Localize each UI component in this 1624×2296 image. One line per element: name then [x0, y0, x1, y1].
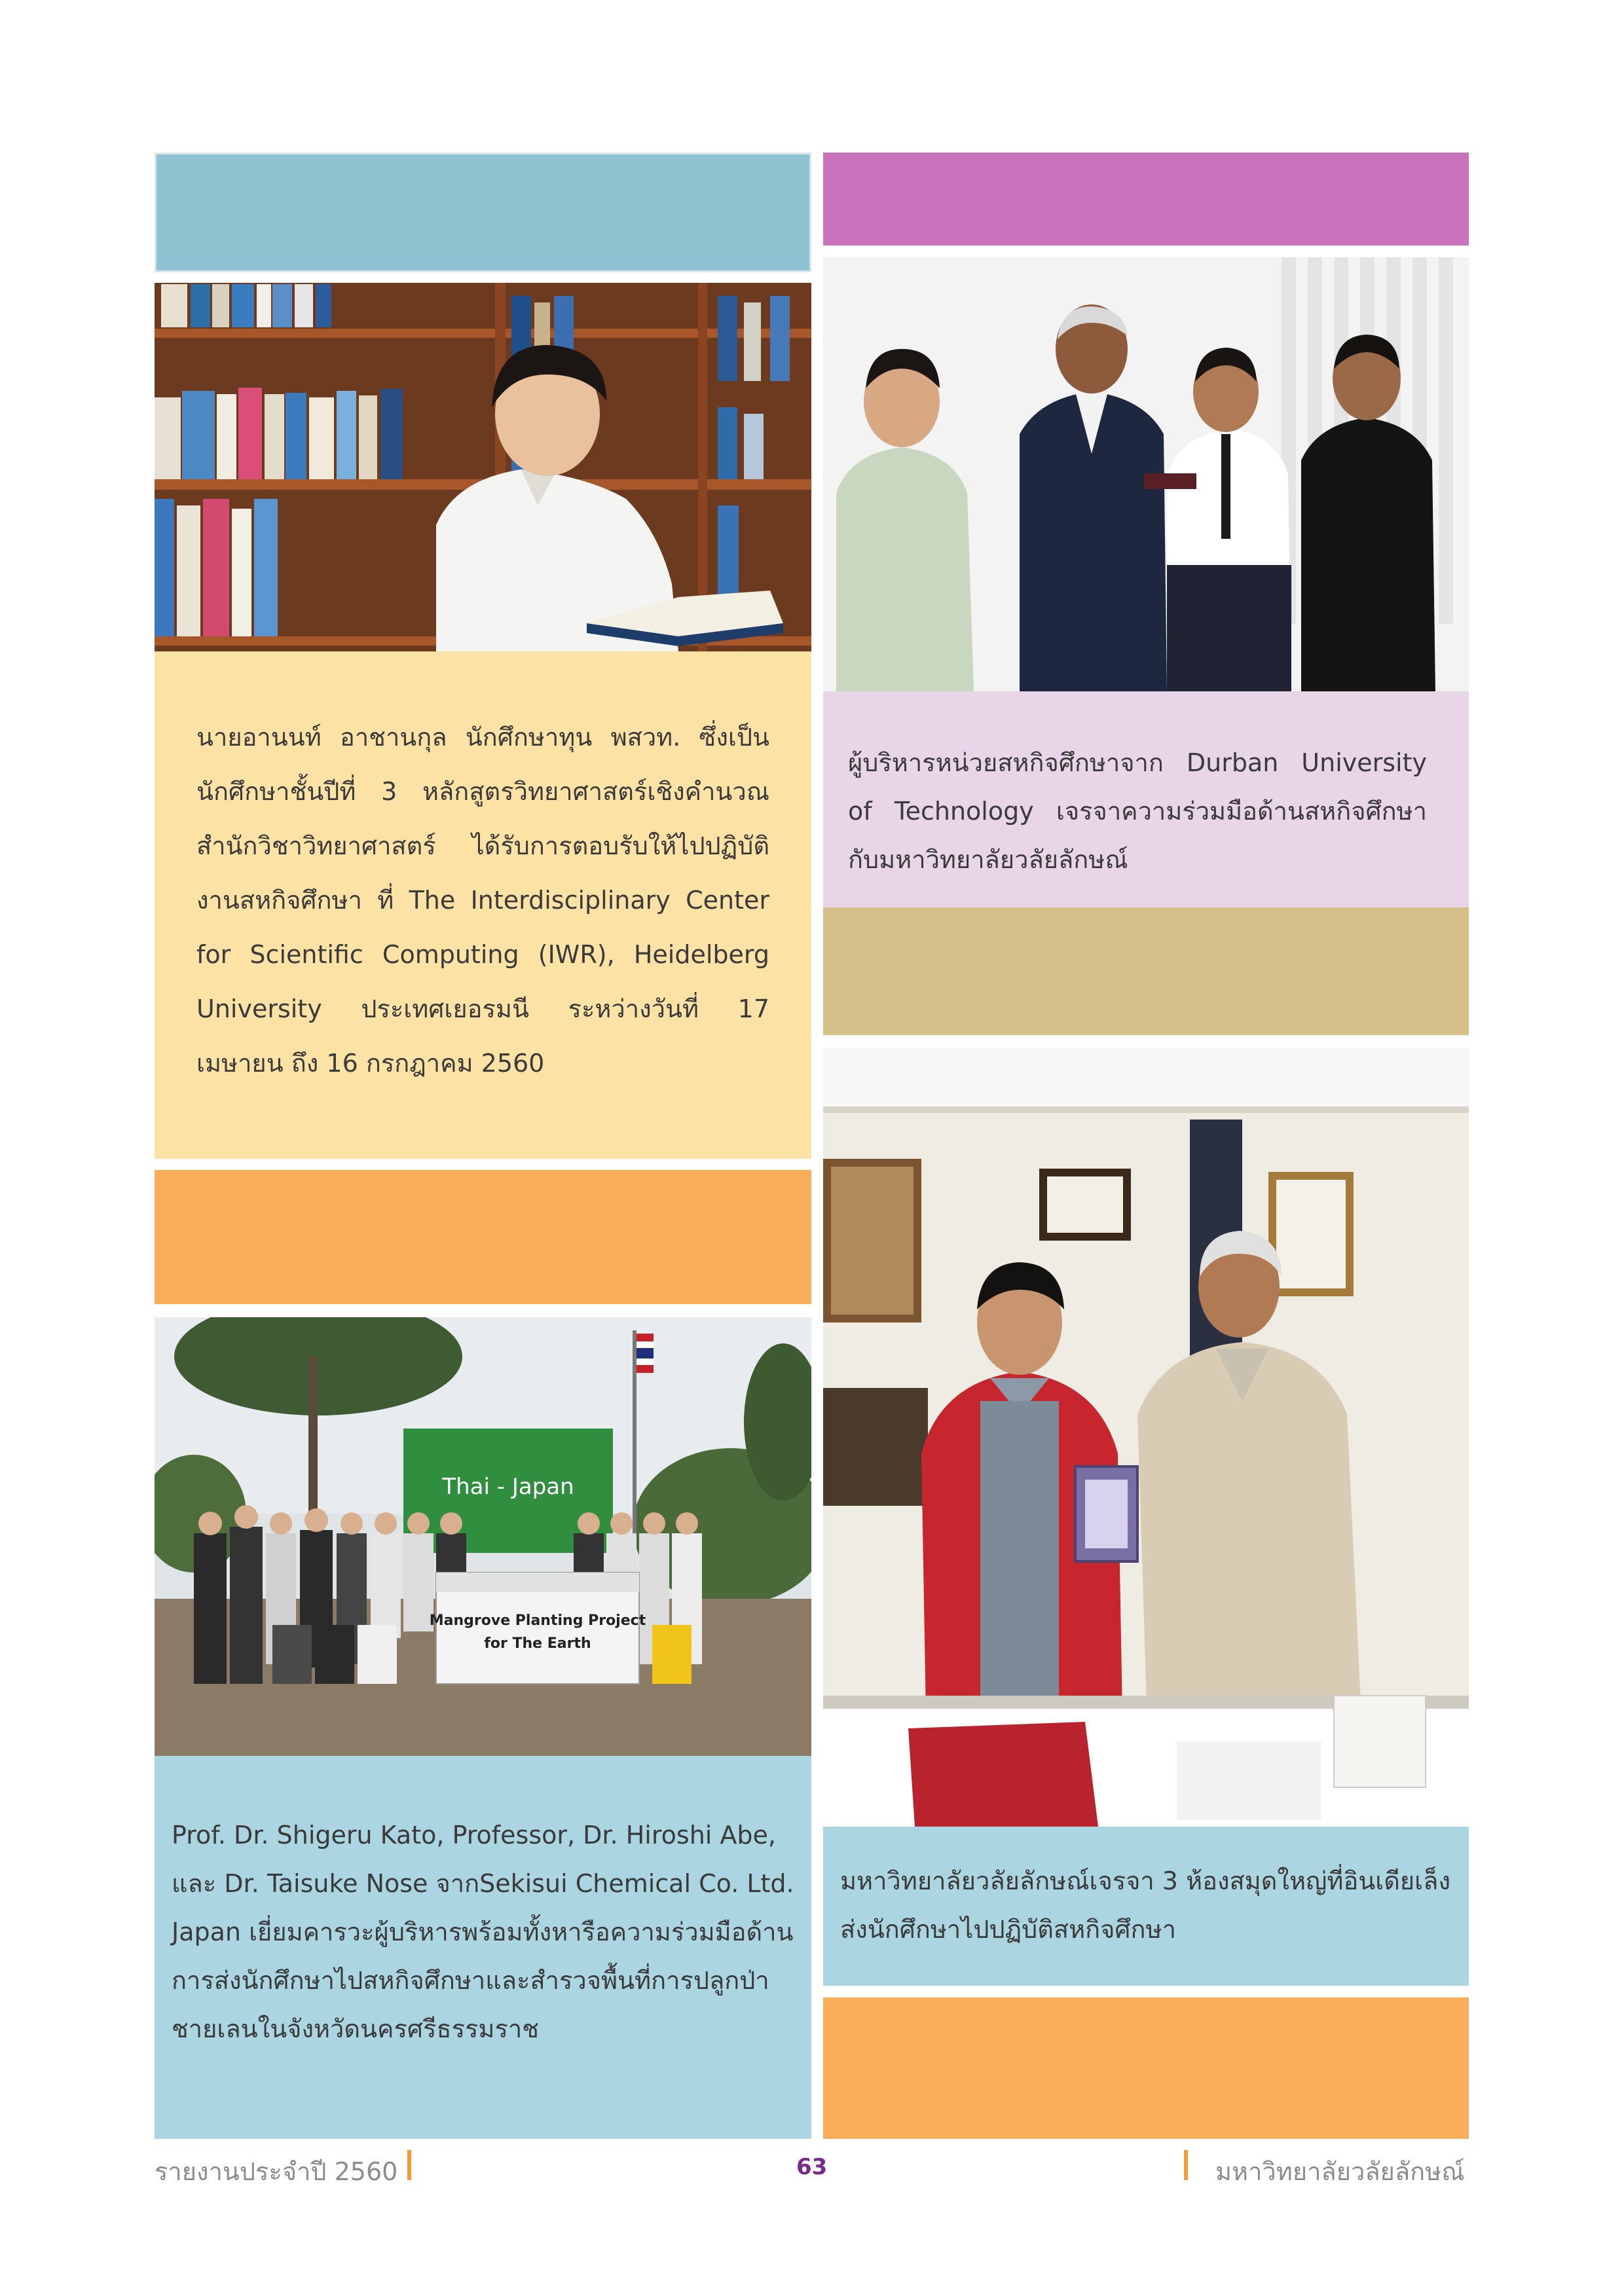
footer-university-name: มหาวิทยาลัยวลัยลักษณ์ — [1215, 2157, 1465, 2186]
caption-sekisui-text: Prof. Dr. Shigeru Kato, Professor, Dr. Hiroshi Abe, และ Dr. Taisuke Nose จากSekisui Chemical Co. Ltd. Japan เยี่ยมคารวะผู้บริหารพร้อมทั้งหารือความร่วมมือด้านการส่งนักศึกษาไปสหกิจศึกษาและสำรวจพื้นที่การปลูกป่าชายเลนในจังหวัดนครศรีธรรมราช — [172, 1821, 794, 2043]
photo-india-library — [823, 1048, 1469, 1827]
sign-line1-text: Mangrove Planting Project — [429, 1613, 646, 1629]
teal-header-block — [155, 153, 811, 272]
photo-student-library — [155, 283, 811, 651]
caption-durban-visit — [823, 691, 1469, 907]
sign-line2-text: for The Earth — [484, 1635, 591, 1652]
footer-annual-report: รายงานประจำปี 2560 — [155, 2157, 398, 2186]
footer-divider-left — [407, 2150, 411, 2180]
caption-durban-text: ผู้บริหารหน่วยสหกิจศึกษาจาก Durban University of Technology เจรจาความร่วมมือด้านสหกิจศึกษากับมหาวิทยาลัยวลัยลักษณ์ — [848, 748, 1427, 874]
photo-mangrove-group — [155, 1317, 811, 1756]
banner-title-text: Thai - Japan — [442, 1474, 574, 1500]
caption-india-text: มหาวิทยาลัยวลัยลักษณ์เจรจา 3 ห้องสมุดใหญ่ที่อินเดียเล็งส่งนักศึกษาไปปฏิบัติสหกิจศึกษา — [840, 1867, 1451, 1944]
violet-header-block — [823, 153, 1469, 246]
orange-spacer-block-left — [155, 1170, 811, 1304]
photo-durban-visit — [823, 257, 1469, 691]
orange-spacer-block-right — [823, 1997, 1469, 2139]
tan-spacer-block — [823, 907, 1469, 1035]
caption-india-libraries — [823, 1827, 1469, 1986]
footer-divider-right — [1184, 2150, 1188, 2180]
caption-student-text: นายอานนท์ อาชานกุล นักศึกษาทุน พสวท. ซึ่งเป็นนักศึกษาชั้นปีที่ 3 หลักสูตรวิทยาศาสตร์เชิงคำนวณ สำนักวิชาวิทยาศาสตร์ ได้รับการตอบรับให้ไปปฏิบัติงานสหกิจศึกษา ที่ The Interdisciplinary Center for Scientific Computing (IWR), Heidelberg University ประเทศเยอรมนี ระหว่างวันที่ 17 เมษายน ถึง 16 กรกฎาคม 2560 — [196, 723, 769, 1078]
caption-student-coop — [155, 651, 811, 1159]
footer-page-number: 63 — [796, 2154, 828, 2180]
caption-sekisui-visit — [155, 1756, 811, 2139]
